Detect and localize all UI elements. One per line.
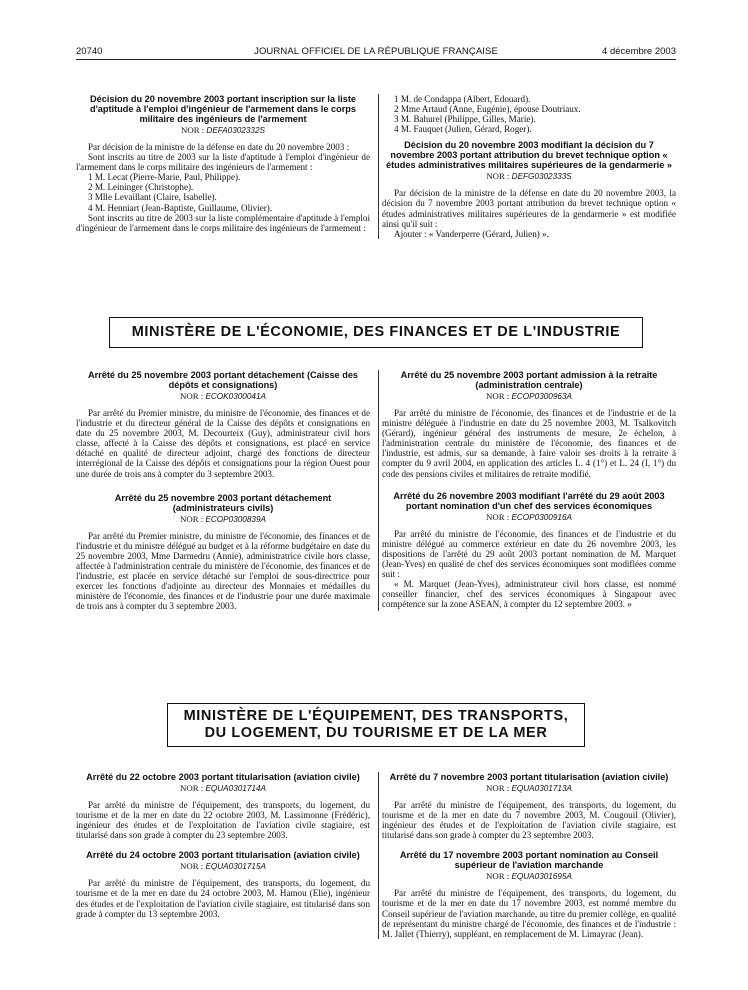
list-item: 3 Mlle Levaillant (Claire, Isabelle). — [88, 192, 217, 203]
issue-date: 4 décembre 2003 — [602, 46, 676, 57]
nor-reference — [76, 783, 370, 794]
paragraph: Par arrêté du ministre de l'équipement, des transports, du logement, du tourisme et de la mer en date du 17 novembre 2003, est nommé membre du Conseil supérieur de l'aviation marchande, au titre du premier collège, en qualité de représentant du ministre chargé de l'économie, des finances et de l'industrie : M. Jallet (Thierry), suppléant, en remplacement de M. Limayrac (Jean). — [382, 888, 676, 939]
page-number: 20740 — [76, 46, 103, 57]
paragraph: Sont inscrits au titre de 2003 sur la liste d'aptitude à l'emploi d'ingénieur de l'armement dans le corps militaire des ingénieurs de l'armement : — [76, 152, 370, 173]
ministry-title-line: DU LOGEMENT, DU TOURISME ET DE LA MER — [204, 725, 548, 741]
column-right — [382, 772, 676, 939]
paragraph: Ajouter : « Vanderperre (Gérard, Julien) ». — [394, 228, 549, 239]
arrete-title: Arrêté du 17 novembre 2003 portant nomination au Conseil supérieur de l'aviation marchande — [399, 850, 659, 871]
nor-label: NOR : — [486, 871, 510, 882]
nor-label: NOR : — [180, 783, 204, 793]
ministry-title-line: MINISTÈRE DE L'ÉQUIPEMENT, DES TRANSPORTS, — [183, 708, 569, 724]
nor-code: DEFG0302333S — [511, 172, 572, 182]
column-divider — [378, 94, 379, 239]
paragraph: Par arrêté du Premier ministre, du ministre de l'économie, des finances et de l'industrie et du directeur général de la Caisse des dépôts et consignations en date du 25 novembre 2003, M. Decourteix (Guy), administrateur civil hors classe, affecté à la Caisse des dépôts et consignations, est placé en service détaché en qualité de directeur adjoint, chargé des fonctions de directeur interrégional de la Caisse des dépôts et consignations pour la région Ouest pour une durée de trois ans à compter du 3 septembre 2003. — [76, 408, 370, 479]
nor-reference — [76, 514, 370, 525]
column-right — [382, 370, 676, 611]
ministry-economy-banner — [76, 317, 676, 348]
nor-label: NOR : — [181, 125, 205, 135]
list-item: 1 M. de Condappa (Albert, Edouard). — [394, 94, 531, 104]
ministry-equipment-banner — [76, 703, 676, 747]
nor-reference — [382, 171, 676, 182]
column-left — [76, 94, 370, 239]
paragraph: Par arrêté du ministre de l'équipement, des transports, du logement, du tourisme et de la mer en date du 22 octobre 2003, M. Lassimonne (Frédéric), ingénieur des études et de l'exploitation de l'aviation civile stagiaire, est titularisé dans son grade à compter du 23 septembre 2003. — [76, 800, 370, 841]
paragraph: Sont inscrits au titre de 2003 sur la liste complémentaire d'aptitude à l'emploi d'ingénieur de l'armement dans le corps militaire des ingénieurs de l'armement : — [76, 212, 370, 233]
nor-label: NOR : — [486, 511, 510, 522]
arrete-title: Arrêté du 25 novembre 2003 portant détachement (administrateurs civils) — [114, 492, 332, 513]
nor-code: ECOK0300041A — [205, 392, 266, 401]
nor-code: EQUA0301695A — [511, 872, 572, 882]
arrete-title: Arrêté du 24 octobre 2003 portant titularisation (aviation civile) — [86, 850, 360, 861]
journal-title: JOURNAL OFFICIEL DE LA RÉPUBLIQUE FRANÇAISE — [254, 46, 498, 57]
nor-code: ECOP0300963A — [511, 392, 572, 401]
paragraph: Par arrêté du ministre de l'économie, des finances et de l'industrie et du ministre délégué au commerce extérieur en date du 26 novembre 2003, les dispositions de l'arrêté du 29 août 2003 portant nomination de M. Marquet (Jean-Yves) en qualité de chef des services économiques sont modifiées comme suit : — [382, 528, 676, 580]
paragraph: Par arrêté du Premier ministre, du ministre de l'économie, des finances et de l'industrie et du ministre délégué au budget et à la réforme budgétaire en date du 25 novembre 2003, Mme Darmedru (Annie), administratrice civile hors classe, affectée à l'administration centrale du ministère de l'économie, des finances et de l'industrie, est placée en service détaché sur l'emploi de sous-directrice pour exercer les fonctions d'adjointe au directeur des Monnaies et médailles du ministère de l'économie, des finances et de l'industrie pour une durée maximale de trois ans à compter du 3 septembre 2003. — [76, 530, 370, 612]
arrete-title: Arrêté du 25 novembre 2003 portant admission à la retraite (administration centrale) — [400, 370, 658, 390]
nor-label: NOR : — [486, 783, 510, 793]
paragraph: Par décision de la ministre de la défense en date du 20 novembre 2003 : — [88, 142, 350, 152]
list-item: 2 M. Leininger (Christophe). — [88, 182, 194, 193]
nor-reference — [382, 783, 676, 794]
nor-code: ECOP0300916A — [511, 512, 572, 522]
nor-code: EQUA0301713A — [511, 784, 572, 793]
nor-label: NOR : — [180, 513, 204, 524]
list-item: 4 M. Fauquet (Julien, Gérard, Roger). — [394, 124, 532, 135]
arrete-title: Arrêté du 22 octobre 2003 portant titularisation (aviation civile) — [86, 772, 360, 782]
journal-page — [76, 44, 676, 939]
nor-reference — [382, 512, 676, 523]
defense-section — [76, 94, 676, 239]
nor-code: DEFA0302332S — [206, 126, 265, 135]
list-item: 1 M. Lecat (Pierre-Marie, Paul, Philippe). — [88, 172, 241, 183]
column-left — [76, 370, 370, 611]
nor-reference — [76, 861, 370, 872]
nor-reference — [76, 391, 370, 402]
equipment-section — [76, 772, 676, 939]
ministry-title — [167, 703, 585, 747]
nor-code: EQUA0301715A — [205, 862, 266, 872]
aptitude-list — [76, 172, 370, 212]
column-divider — [378, 772, 379, 939]
header-rule — [76, 59, 676, 60]
complementary-list — [382, 94, 676, 134]
nor-reference — [76, 125, 370, 136]
nor-reference — [382, 871, 676, 882]
column-right — [382, 94, 676, 239]
running-header — [76, 44, 676, 60]
nor-code: ECOP0300839A — [205, 514, 266, 524]
column-left — [76, 772, 370, 939]
paragraph: Par arrêté du ministre de l'équipement, des transports, du logement, du tourisme et de la mer en date du 7 novembre 2003, M. Cougouil (Olivier), ingénieur des études et de l'exploitation de l'aviation civile stagiaire, est titularisé dans son grade à compter du 23 septembre 2003. — [382, 800, 676, 841]
list-item: 4 M. Henniart (Jean-Baptiste, Guillaume, Olivier). — [88, 202, 273, 213]
nor-reference — [382, 391, 676, 402]
ministry-title: MINISTÈRE DE L'ÉCONOMIE, DES FINANCES ET DE L'INDUSTRIE — [109, 317, 643, 348]
nor-label: NOR : — [180, 861, 204, 872]
nor-code: EQUA0301714A — [205, 784, 266, 793]
list-item: 3 M. Bahurel (Philippe, Gilles, Marie). — [394, 114, 536, 125]
decision-title: Décision du 20 novembre 2003 modifiant la décision du 7 novembre 2003 portant attribution du brevet technique option « études administratives militaires supérieures de la gendarmerie » — [386, 140, 672, 171]
list-item: 2 Mme Artaud (Anne, Eugénie), épouse Doutriaux. — [394, 104, 581, 115]
paragraph: Par décision de la ministre de la défense en date du 20 novembre 2003, la décision du 7 novembre 2003 portant attribution du brevet technique option « études administratives militaires supérieures de la gendarmerie » est modifiée ainsi qu'il suit : — [382, 188, 676, 229]
paragraph: Par arrêté du ministre de l'équipement, des transports, du logement, du tourisme et de la mer en date du 24 octobre 2003, M. Hamou (Elie), ingénieur des études et de l'exploitation de l'aviation civile stagiaire, est titularisé dans son grade à compter du 13 septembre 2003. — [76, 878, 370, 919]
paragraph: « M. Marquet (Jean-Yves), administrateur civil hors classe, est nommé conseiller financier, chef des services économiques à Singapour avec compétence sur la zone ASEAN, à compter du 12 septembre 2003. » — [382, 579, 676, 610]
arrete-title: Arrêté du 26 novembre 2003 modifiant l'arrêté du 29 août 2003 portant nomination d'un chef des services économiques — [393, 490, 665, 511]
column-divider — [378, 370, 379, 611]
paragraph: Par arrêté du ministre de l'économie, des finances et de l'industrie et de la ministre déléguée à l'industrie en date du 25 novembre 2003, M. Tsalkovitch (Gérard), ingénieur général des instruments de mesure, 2e échelon, à l'administration centrale du ministère de l'économie, des finances et de l'industrie, est admis, sur sa demande, à faire valoir ses droits à la retraite à compter du 9 avril 2004, en application des articles L. 4 (1°) et L. 24 (I, 1°) du code des pensions civiles et militaires de retraite modifié. — [382, 408, 676, 479]
nor-label: NOR : — [486, 391, 510, 401]
nor-label: NOR : — [180, 391, 204, 401]
decision-title: Décision du 20 novembre 2003 portant inscription sur la liste d'aptitude à l'emploi d'ingénieur de l'armement dans le corps militaire des ingénieurs de l'armement — [89, 94, 357, 124]
nor-label: NOR : — [486, 171, 510, 182]
arrete-title: Arrêté du 7 novembre 2003 portant titularisation (aviation civile) — [389, 772, 669, 782]
arrete-title: Arrêté du 25 novembre 2003 portant détachement (Caisse des dépôts et consignations) — [87, 370, 359, 390]
economy-section — [76, 370, 676, 611]
